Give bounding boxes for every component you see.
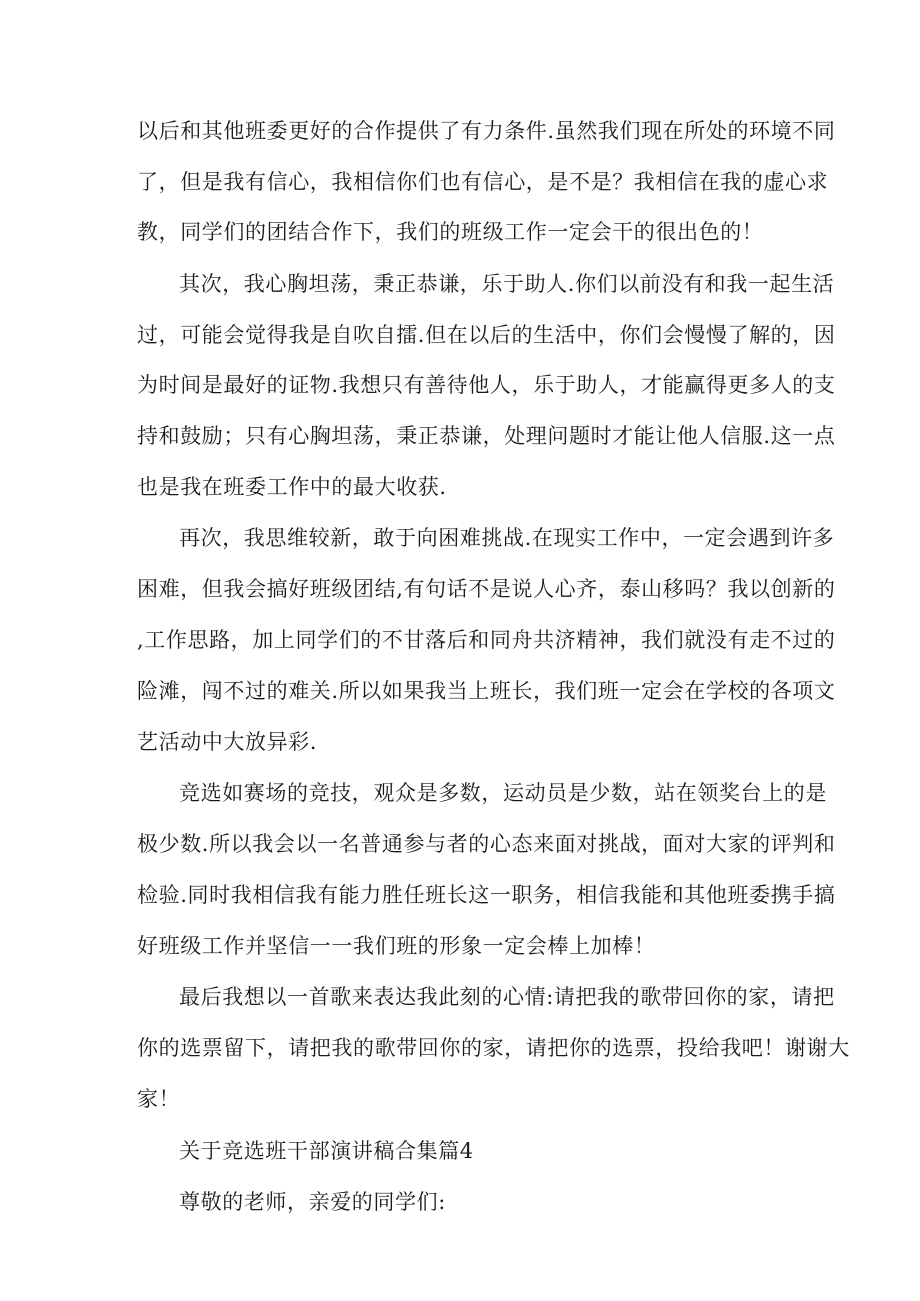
paragraph-line: 检验.同时我相信我有能力胜任班长这一职务，相信我能和其他班委携手搞 bbox=[137, 883, 836, 907]
paragraph-line: 困难，但我会搞好班级团结,有句话不是说人心齐，泰山移吗？我以创新的 bbox=[137, 577, 836, 601]
paragraph-line: 险滩，闯不过的难关.所以如果我当上班长，我们班一定会在学校的各项文 bbox=[137, 679, 836, 703]
paragraph-line: 好班级工作并坚信一一我们班的形象一定会棒上加棒！ bbox=[137, 934, 656, 958]
section-heading: 关于竞选班干部演讲稿合集篇4 bbox=[179, 1139, 474, 1163]
paragraph-line: 竞选如赛场的竞技，观众是多数，运动员是少数，站在领奖台上的是 bbox=[179, 781, 827, 805]
paragraph-line: 了，但是我有信心，我相信你们也有信心，是不是？我相信在我的虚心求 bbox=[137, 170, 829, 194]
paragraph-line: 你的选票留下，请把我的歌带回你的家，请把你的选票，投给我吧！谢谢大 bbox=[137, 1036, 850, 1060]
paragraph-line: 也是我在班委工作中的最大收获. bbox=[137, 475, 447, 499]
paragraph-line: 家！ bbox=[137, 1087, 181, 1111]
paragraph-line: 最后我想以一首歌来表达我此刻的心情:请把我的歌带回你的家，请把 bbox=[179, 985, 835, 1009]
paragraph-line: 其次，我心胸坦荡，秉正恭谦，乐于助人.你们以前没有和我一起生活 bbox=[179, 272, 835, 296]
paragraph-line: 艺活动中大放异彩. bbox=[137, 730, 318, 754]
paragraph-line: 再次，我思维较新，敢于向困难挑战.在现实工作中，一定会遇到许多 bbox=[179, 526, 835, 550]
paragraph-line: 极少数.所以我会以一名普通参与者的心态来面对挑战，面对大家的评判和 bbox=[137, 832, 836, 856]
paragraph-line: 以后和其他班委更好的合作提供了有力条件.虽然我们现在所处的环境不同 bbox=[137, 119, 836, 143]
paragraph-line: 持和鼓励；只有心胸坦荡，秉正恭谦，处理问题时才能让他人信服.这一点 bbox=[137, 424, 836, 448]
paragraph-line: 为时间是最好的证物.我想只有善待他人，乐于助人，才能赢得更多人的支 bbox=[137, 373, 836, 397]
salutation: 尊敬的老师，亲爱的同学们: bbox=[179, 1190, 446, 1214]
paragraph-line: 教，同学们的团结合作下，我们的班级工作一定会干的很出色的！ bbox=[137, 220, 764, 244]
paragraph-line: 过，可能会觉得我是自吹自擂.但在以后的生活中，你们会慢慢了解的，因 bbox=[137, 323, 836, 347]
paragraph-line: ,工作思路，加上同学们的不甘落后和同舟共济精神，我们就没有走不过的 bbox=[137, 628, 836, 652]
